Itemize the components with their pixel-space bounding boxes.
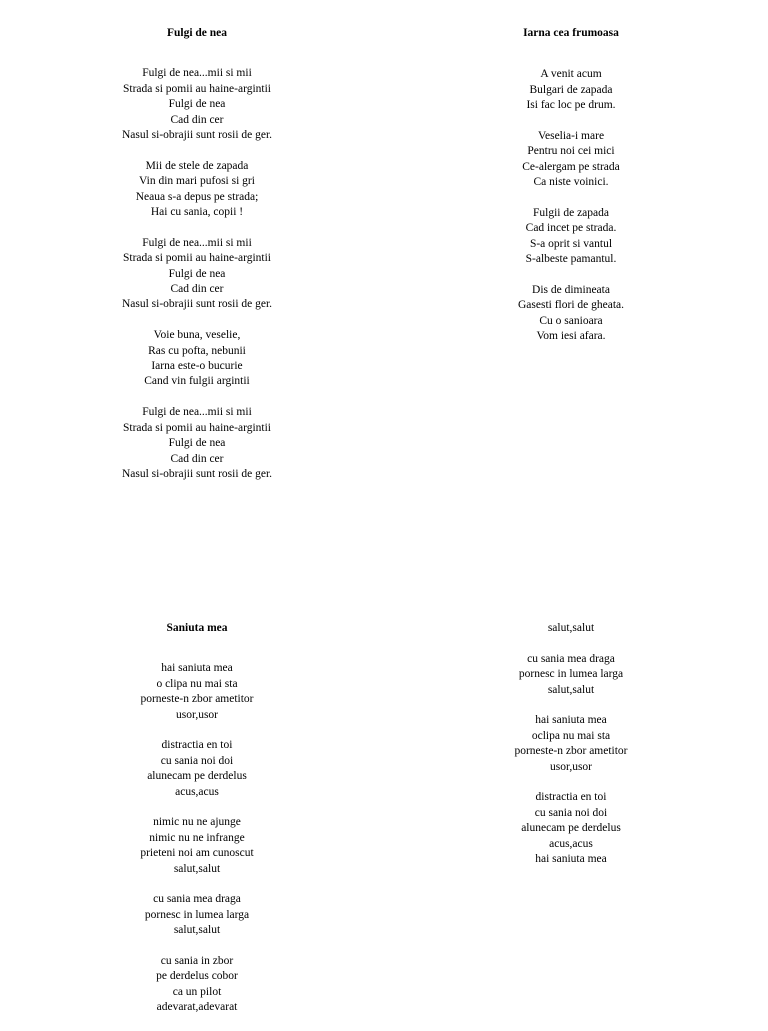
- stanza: [37, 328, 357, 390]
- poem-fulgi-de-nea: [37, 26, 357, 498]
- poem-line: prieteni noi am cunoscut: [140, 847, 254, 860]
- poem-line: oclipa nu mai sta: [531, 729, 611, 742]
- poem-line: Vom iesi afara.: [536, 330, 606, 343]
- poem-line: nimic nu ne infrange: [149, 831, 245, 844]
- stanza: [37, 159, 357, 221]
- poem-line: ca un pilot: [172, 985, 222, 998]
- stanza: [411, 283, 731, 345]
- poem-line: A venit acum: [540, 68, 602, 81]
- poem-line: alunecam pe derdelus: [147, 770, 247, 783]
- poem-line: Bulgari de zapada: [529, 83, 613, 96]
- poem-line: Fulgi de nea...mii si mii: [142, 406, 252, 419]
- poem-line: salut,salut: [547, 622, 595, 634]
- poem-line: Strada si pomii au haine-argintii: [123, 421, 271, 434]
- poem-line: Fulgi de nea: [168, 437, 226, 450]
- stanza: [37, 405, 357, 482]
- poem-line: pornesc in lumea larga: [518, 668, 624, 681]
- poem-line: alunecam pe derdelus: [521, 822, 621, 835]
- poem-line: Nasul si-obrajii sunt rosii de ger.: [121, 467, 273, 480]
- stanza: [411, 129, 731, 191]
- poem-iarna-cea-frumoasa: [411, 26, 731, 360]
- poem-line: Cad din cer: [170, 452, 224, 465]
- stanza: [37, 954, 357, 1016]
- poem-line: Vin din mari pufosi si gri: [139, 175, 255, 188]
- poem-line: Iarna este-o bucurie: [151, 360, 243, 373]
- poem-line: Cad incet pe strada.: [525, 222, 617, 235]
- poem-line: Veselia-i mare: [537, 130, 605, 143]
- poem-line: Cu o sanioara: [539, 314, 603, 327]
- stanza: [411, 621, 731, 636]
- poem-line: cu sania noi doi: [534, 806, 608, 819]
- stanza: [411, 206, 731, 268]
- poem-line: Ce-alergam pe strada: [522, 160, 620, 173]
- stanza: [37, 661, 357, 723]
- poem-saniuta-mea-continued: [411, 621, 731, 883]
- poem-line: Cad din cer: [170, 113, 224, 126]
- poem-line: Fulgi de nea...mii si mii: [142, 236, 252, 249]
- poem-line: cu sania noi doi: [160, 754, 234, 767]
- poem-stanzas: [37, 66, 357, 482]
- stanza: [37, 815, 357, 877]
- poem-line: salut,salut: [173, 924, 221, 937]
- poem-title: Iarna cea frumoasa: [523, 27, 619, 39]
- poem-line: porneste-n zbor ametitor: [140, 693, 254, 706]
- stanza: [411, 67, 731, 113]
- poem-line: cu sania mea draga: [527, 652, 615, 665]
- poem-line: Pentru noi cei mici: [527, 145, 615, 158]
- poem-line: usor,usor: [549, 760, 593, 773]
- poem-line: distractia en toi: [535, 791, 607, 804]
- poem-line: cu sania mea draga: [153, 893, 241, 906]
- poem-line: Cand vin fulgii argintii: [144, 375, 250, 388]
- stanza: [411, 713, 731, 775]
- poem-line: Fulgi de nea...mii si mii: [142, 67, 252, 80]
- poem-line: hai saniuta mea: [535, 714, 607, 727]
- poem-line: distractia en toi: [161, 739, 233, 752]
- stanza: [37, 236, 357, 313]
- poem-line: Gasesti flori de gheata.: [517, 299, 624, 312]
- poem-line: cu sania in zbor: [160, 955, 234, 968]
- poem-title: Fulgi de nea: [166, 27, 228, 39]
- poem-line: Fulgii de zapada: [532, 207, 609, 220]
- poem-stanzas: [37, 661, 357, 1015]
- poem-line: Cad din cer: [170, 283, 224, 296]
- poem-line: adevarat,adevarat: [156, 1001, 238, 1014]
- poem-line: hai saniuta mea: [535, 853, 607, 866]
- poem-line: salut,salut: [547, 683, 595, 696]
- poem-line: Ras cu pofta, nebunii: [148, 344, 246, 357]
- poem-line: Strada si pomii au haine-argintii: [123, 252, 271, 265]
- poem-line: Fulgi de nea: [168, 98, 226, 111]
- poem-line: Mii de stele de zapada: [145, 159, 249, 172]
- poem-line: Dis de dimineata: [532, 284, 610, 297]
- stanza: [37, 66, 357, 143]
- poem-line: pornesc in lumea larga: [144, 908, 250, 921]
- poem-title: Saniuta mea: [166, 622, 228, 634]
- poem-line: S-a oprit si vantul: [529, 237, 613, 250]
- stanza: [411, 790, 731, 867]
- poem-stanzas: [411, 67, 731, 344]
- stanza: [37, 738, 357, 800]
- poem-line: S-albeste pamantul.: [525, 253, 617, 266]
- poem-line: acus,acus: [175, 785, 219, 798]
- poem-line: o clipa nu mai sta: [156, 677, 238, 690]
- poem-stanzas: [411, 621, 731, 867]
- poem-line: Ca niste voinici.: [533, 176, 609, 189]
- poem-line: pe derdelus cobor: [156, 970, 238, 983]
- poem-saniuta-mea: [37, 621, 357, 1031]
- poem-line: Nasul si-obrajii sunt rosii de ger.: [121, 298, 273, 311]
- poem-line: Hai cu sania, copii !: [150, 206, 244, 219]
- poem-line: hai saniuta mea: [161, 662, 233, 675]
- poem-line: usor,usor: [175, 708, 219, 721]
- poem-line: Isi fac loc pe drum.: [526, 99, 616, 112]
- poem-line: Nasul si-obrajii sunt rosii de ger.: [121, 129, 273, 142]
- poem-line: Neaua s-a depus pe strada;: [135, 190, 259, 203]
- poem-line: salut,salut: [173, 862, 221, 875]
- poem-line: acus,acus: [549, 837, 593, 850]
- poem-line: porneste-n zbor ametitor: [514, 745, 628, 758]
- stanza: [37, 892, 357, 938]
- poem-line: Strada si pomii au haine-argintii: [123, 82, 271, 95]
- stanza: [411, 652, 731, 698]
- poem-line: Voie buna, veselie,: [153, 329, 241, 342]
- poem-line: Fulgi de nea: [168, 267, 226, 280]
- poem-line: nimic nu ne ajunge: [153, 816, 241, 829]
